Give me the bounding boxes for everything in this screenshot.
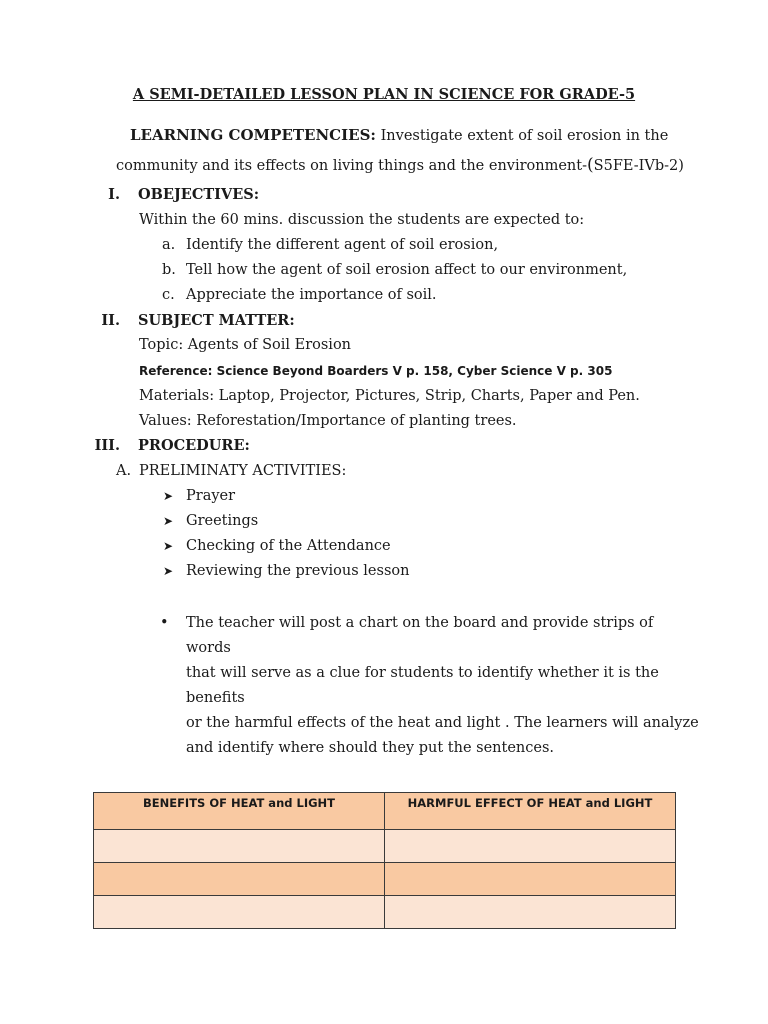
table-header-benefits: BENEFITS OF HEAT and LIGHT [94, 793, 385, 830]
section-number: II. [101, 312, 120, 329]
bullet-line: that will serve as a clue for students to identify whether it is the benefits [186, 665, 659, 706]
competencies-text-line2: community and its effects on living things and the environment- [116, 158, 588, 174]
table-header-row [94, 793, 676, 830]
table-row [94, 830, 676, 863]
activity-item [163, 538, 391, 554]
heat-light-table [93, 792, 676, 929]
arrow-bullet-icon: ➤ [163, 564, 174, 578]
section-number: I. [108, 186, 120, 203]
reference-line: Reference: Science Beyond Boarders V p. 158, Cyber Science V p. 305 [139, 364, 613, 378]
list-marker: A. [116, 463, 132, 479]
table-cell [385, 863, 676, 896]
competencies-heading: LEARNING COMPETENCIES: [130, 126, 376, 144]
table-row [94, 896, 676, 929]
document-title: A SEMI-DETAILED LESSON PLAN IN SCIENCE FOR GRADE-5 [132, 86, 636, 103]
subheading-label: PRELIMINATY ACTIVITIES: [139, 463, 347, 479]
arrow-bullet-icon: ➤ [163, 489, 174, 503]
objective-text: Tell how the agent of soil erosion affect to our environment, [186, 262, 628, 278]
learning-competencies [100, 121, 700, 181]
activity-item [163, 513, 258, 529]
competencies-text-line1: Investigate extent of soil erosion in the [380, 128, 669, 144]
activity-text: Greetings [186, 513, 259, 529]
bullet-dot-icon: • [160, 615, 169, 631]
objective-text: Appreciate the importance of soil. [186, 287, 437, 303]
arrow-bullet-icon: ➤ [163, 539, 174, 553]
list-marker: b. [162, 262, 176, 278]
preliminary-activities-heading [116, 463, 346, 479]
procedure-bullet-paragraph [160, 611, 700, 761]
objective-item [162, 287, 437, 303]
objective-text: Identify the different agent of soil erosion, [186, 237, 499, 253]
table-row [94, 863, 676, 896]
bullet-line: and identify where should they put the sentences. [186, 740, 554, 756]
table-cell [94, 830, 385, 863]
list-marker: a. [162, 237, 176, 253]
table-cell [385, 896, 676, 929]
topic-line: Topic: Agents of Soil Erosion [139, 337, 352, 353]
table-header-harmful: HARMFUL EFFECT OF HEAT and LIGHT [385, 793, 676, 830]
section-label: SUBJECT MATTER: [138, 312, 295, 329]
competencies-paren: ( [587, 155, 594, 175]
activity-text: Reviewing the previous lesson [186, 563, 410, 579]
section-label: OBEJECTIVES: [138, 186, 260, 203]
activity-text: Checking of the Attendance [186, 538, 391, 554]
activity-item [163, 488, 235, 504]
section-label: PROCEDURE: [138, 437, 250, 454]
materials-line: Materials: Laptop, Projector, Pictures, Strip, Charts, Paper and Pen. [139, 388, 640, 404]
objective-item [162, 262, 627, 278]
activity-text: Prayer [186, 488, 236, 504]
objective-item [162, 237, 498, 253]
competency-code: S5FE-IVb-2) [593, 158, 684, 174]
section-number: III. [94, 437, 120, 454]
table-cell [385, 830, 676, 863]
table-cell [94, 896, 385, 929]
bullet-line: The teacher will post a chart on the board and provide strips of words [186, 615, 654, 656]
table-cell [94, 863, 385, 896]
values-line: Values: Reforestation/Importance of planting trees. [139, 413, 517, 429]
arrow-bullet-icon: ➤ [163, 514, 174, 528]
activity-item [163, 563, 409, 579]
list-marker: c. [162, 287, 175, 303]
bullet-line: or the harmful effects of the heat and light . The learners will analyze [186, 715, 699, 731]
objectives-intro: Within the 60 mins. discussion the students are expected to: [139, 212, 585, 228]
